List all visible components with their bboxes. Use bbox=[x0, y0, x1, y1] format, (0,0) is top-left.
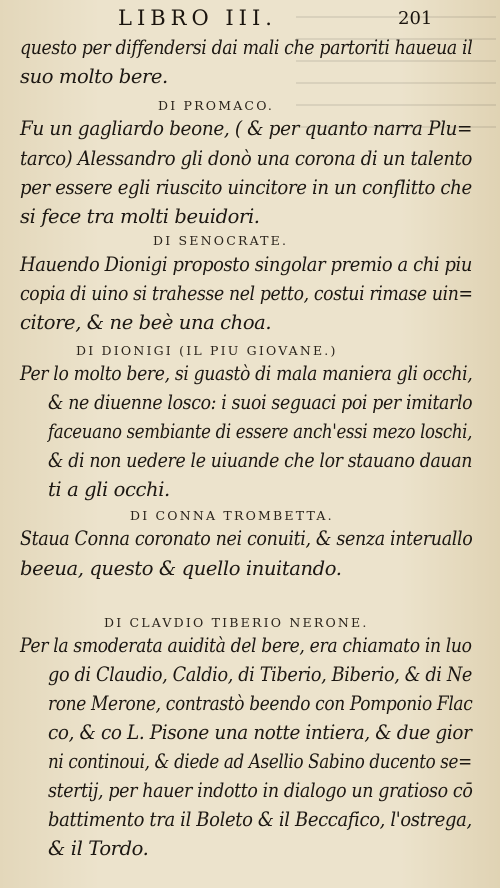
text-line: Per lo molto bere, si guastò di mala maniera gli occhi, bbox=[20, 362, 473, 385]
text-line: co, & co L. Pisone una notte intiera, & due gior bbox=[48, 721, 472, 744]
text-line: Per la smoderata auidità del bere, era chiamato in luo bbox=[20, 634, 472, 657]
text-line: ti a gli occhi. bbox=[48, 478, 170, 501]
text-line: tarco) Alessandro gli donò una corona di un talento bbox=[20, 147, 473, 170]
text-line: si fece tra molti beuidori. bbox=[20, 205, 260, 228]
text-line: questo per diffendersi dai mali che partoriti haueua il bbox=[20, 36, 473, 59]
text-line: citore, & ne beè una choa. bbox=[20, 311, 272, 334]
running-head: LIBRO III. bbox=[118, 6, 277, 30]
section-heading: DI DIONIGI (IL PIU GIOVANE.) bbox=[76, 343, 338, 358]
text-line: & di non uedere le uiuande che lor stauano dauan bbox=[48, 449, 473, 472]
section-heading: DI CLAVDIO TIBERIO NERONE. bbox=[104, 615, 369, 630]
page-number: 201 bbox=[398, 8, 433, 29]
section-heading: DI CONNA TROMBETTA. bbox=[130, 508, 334, 523]
text-line: Staua Conna coronato nei conuiti, & senza interuallo bbox=[20, 527, 473, 550]
text-line: suo molto bere. bbox=[20, 65, 168, 88]
text-line: & il Tordo. bbox=[48, 837, 149, 860]
page-header bbox=[0, 6, 500, 32]
text-line: copia di uino si trahesse nel petto, costui rimase uin= bbox=[20, 282, 473, 305]
text-line: rone Merone, contrastò beendo con Pomponio Flac bbox=[48, 692, 473, 715]
text-line: Fu un gagliardo beone, ( & per quanto narra Plu= bbox=[20, 117, 473, 140]
text-line: & ne diuenne losco: i suoi seguaci poi per imitarlo bbox=[48, 391, 473, 414]
section-heading: DI SENOCRATE. bbox=[153, 233, 289, 248]
text-line: go di Claudio, Caldio, di Tiberio, Biberio, & di Ne bbox=[48, 663, 473, 686]
text-line: battimento tra il Boleto & il Beccafico, l'ostrega, bbox=[48, 808, 472, 831]
text-line: ni continoui, & diede ad Asellio Sabino ducento se= bbox=[48, 750, 472, 773]
text-line: per essere egli riuscito uincitore in un conflitto che bbox=[20, 176, 472, 199]
text-line: beeua, questo & quello inuitando. bbox=[20, 557, 342, 580]
text-line: faceuano sembiante di essere anch'essi mezo loschi, bbox=[48, 420, 473, 443]
section-heading: DI PROMACO. bbox=[158, 98, 275, 113]
text-line: Hauendo Dionigi proposto singolar premio a chi piu bbox=[20, 253, 473, 276]
text-line: stertij, per hauer indotto in dialogo un gratioso cō bbox=[48, 779, 473, 802]
